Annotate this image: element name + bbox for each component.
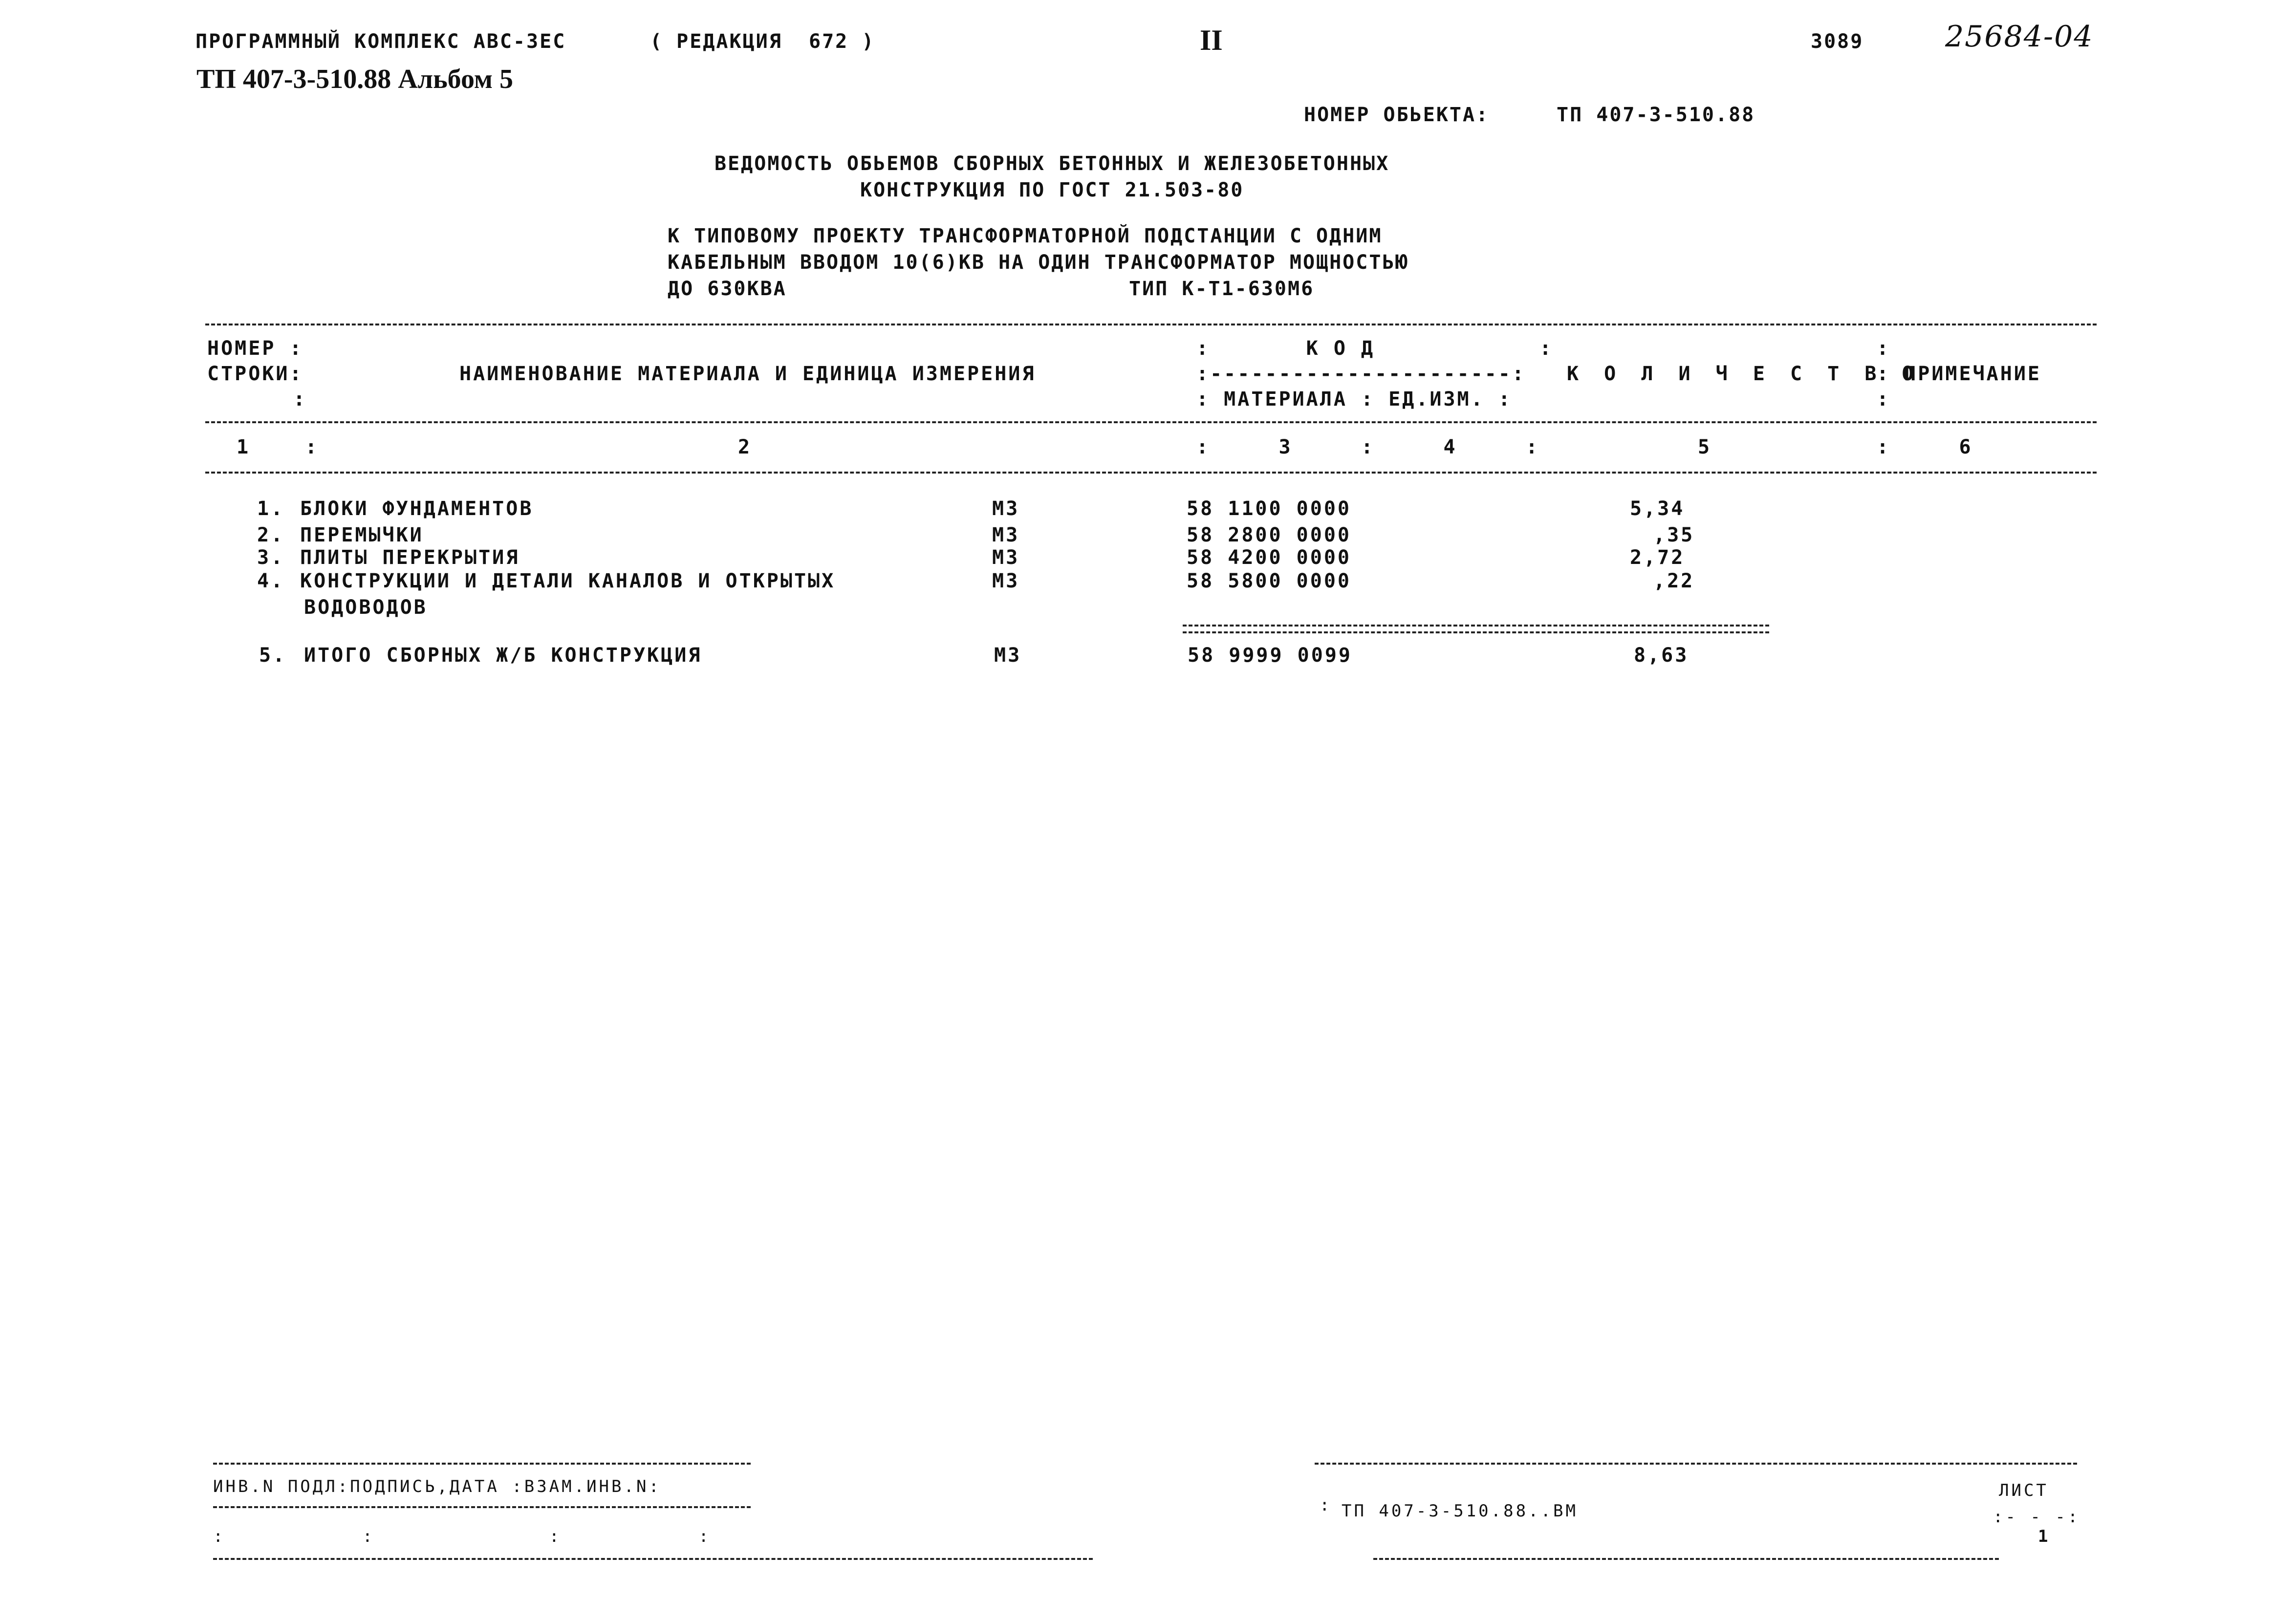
row-name: ПЛИТЫ ПЕРЕКРЫТИЯ <box>300 546 520 569</box>
subtitle-line-1: К ТИПОВОМУ ПРОЕКТУ ТРАНСФОРМАТОРНОЙ ПОДСТАНЦИИ С ОДНИМ <box>668 225 1383 247</box>
title-line-2: КОНСТРУКЦИЯ ПО ГОСТ 21.503-80 <box>860 179 1244 201</box>
col-rownum-label-3: : <box>293 388 307 411</box>
col-rownum-label-1: НОМЕР : <box>207 337 303 360</box>
program-name: ПРОГРАММНЫЙ КОМПЛЕКС АВС-3ЕС <box>195 30 566 53</box>
footer-left-mid-rule <box>213 1506 751 1508</box>
row-name: ИТОГО СБОРНЫХ Ж/Б КОНСТРУКЦИЯ <box>304 644 702 667</box>
row-name: ПЕРЕМЫЧКИ <box>300 524 424 546</box>
colnum-3-4: : 3 : 4 : <box>1196 436 1540 458</box>
colnum-2: 2 <box>738 436 752 458</box>
footer-stamp-labels: ИНВ.N ПОДЛ:ПОДПИСЬ,ДАТА :ВЗАМ.ИНВ.N: <box>213 1477 661 1496</box>
colnum-6: : 6 <box>1877 436 1973 458</box>
footer-left-top-rule <box>213 1463 751 1465</box>
footer-sheet-label: ЛИСТ <box>1999 1481 2049 1500</box>
table-top-rule <box>205 324 2097 325</box>
doc-code-number: 3089 <box>1811 30 1864 53</box>
footer-right-top-rule <box>1315 1463 2077 1465</box>
col-code-header-divider: :----------------------: <box>1196 363 1526 385</box>
col-note-header: : ПРИМЕЧАНИЕ <box>1877 363 2041 385</box>
row-quantity: 8,63 <box>1634 644 1689 667</box>
subtitle-line-3-left: ДО 630КВА <box>668 278 787 300</box>
sheet-roman: II <box>1200 24 1223 56</box>
colnum-5: 5 <box>1698 436 1712 458</box>
row-name: БЛОКИ ФУНДАМЕНТОВ <box>300 497 534 520</box>
col-code-header-top: : К О Д : <box>1196 337 1554 360</box>
row-quantity: 2,72 <box>1630 546 1685 569</box>
row-name: КОНСТРУКЦИИ И ДЕТАЛИ КАНАЛОВ И ОТКРЫТЫХ <box>300 570 836 592</box>
row-code: 58 4200 0000 <box>1187 546 1351 569</box>
row-number: 3. <box>257 546 285 569</box>
col-note-separator-top: : <box>1877 337 1891 360</box>
col-name-header: НАИМЕНОВАНИЕ МАТЕРИАЛА И ЕДИНИЦА ИЗМЕРЕНИЯ <box>459 363 1036 385</box>
subtitle-line-2: КАБЕЛЬНЫМ ВВОДОМ 10(6)КВ НА ОДИН ТРАНСФОРМАТОР МОЩНОСТЬЮ <box>668 251 1409 274</box>
col-code-header-bottom: : МАТЕРИАЛА : ЕД.ИЗМ. : <box>1196 388 1512 411</box>
row-number: 4. <box>257 570 285 592</box>
row-unit: М3 <box>992 497 1020 520</box>
col-quantity-header: К О Л И Ч Е С Т В О <box>1567 363 1921 385</box>
footer-right-bottom-rule <box>1373 1558 1999 1560</box>
number-row-rule <box>205 472 2097 474</box>
footer-sheet-divider: :- - -: <box>1993 1507 2080 1527</box>
col-note-separator-bottom: : <box>1877 388 1891 411</box>
row-code: 58 1100 0000 <box>1187 497 1351 520</box>
object-value: ТП 407-3-510.88 <box>1557 104 1755 126</box>
col-rownum-label-2: СТРОКИ: <box>207 363 303 385</box>
row-number: 5. <box>259 644 287 667</box>
row-unit: М3 <box>992 546 1020 569</box>
row-quantity: 5,34 <box>1630 497 1685 520</box>
album-title: ТП 407-3-510.88 Альбом 5 <box>196 64 514 94</box>
row-code: 58 9999 0099 <box>1188 644 1352 667</box>
row-unit: М3 <box>992 570 1020 592</box>
footer-left-bottom-rule <box>213 1558 1093 1560</box>
handwritten-number: 25684-04 <box>1945 20 2094 54</box>
revision: ( РЕДАКЦИЯ 672 ) <box>650 30 875 53</box>
footer-sheet-number: 1 <box>2038 1527 2051 1546</box>
row-number: 2. <box>257 524 285 546</box>
row-name-continued: ВОДОВОДОВ <box>304 596 428 619</box>
row-unit: М3 <box>994 644 1022 667</box>
footer-stamp-marks: : : : : <box>213 1527 711 1546</box>
row-quantity: ,35 <box>1653 524 1695 546</box>
footer-left-border-mark: : <box>1320 1495 1332 1515</box>
object-label: НОМЕР ОБЬЕКТА: <box>1304 104 1490 126</box>
row-number: 1. <box>257 497 285 520</box>
header-bottom-rule <box>205 421 2097 423</box>
title-line-1: ВЕДОМОСТЬ ОБЬЕМОВ СБОРНЫХ БЕТОННЫХ И ЖЕЛЕЗОБЕТОННЫХ <box>715 152 1390 175</box>
row-quantity: ,22 <box>1653 570 1695 592</box>
footer-doc-code: ТП 407-3-510.88..ВМ <box>1342 1501 1578 1521</box>
colnum-1: 1 : <box>237 436 319 458</box>
total-separator <box>1183 625 1769 633</box>
subtitle-line-3-right: ТИП К-Т1-630М6 <box>1129 278 1315 300</box>
row-unit: М3 <box>992 524 1020 546</box>
row-code: 58 5800 0000 <box>1187 570 1351 592</box>
row-code: 58 2800 0000 <box>1187 524 1351 546</box>
